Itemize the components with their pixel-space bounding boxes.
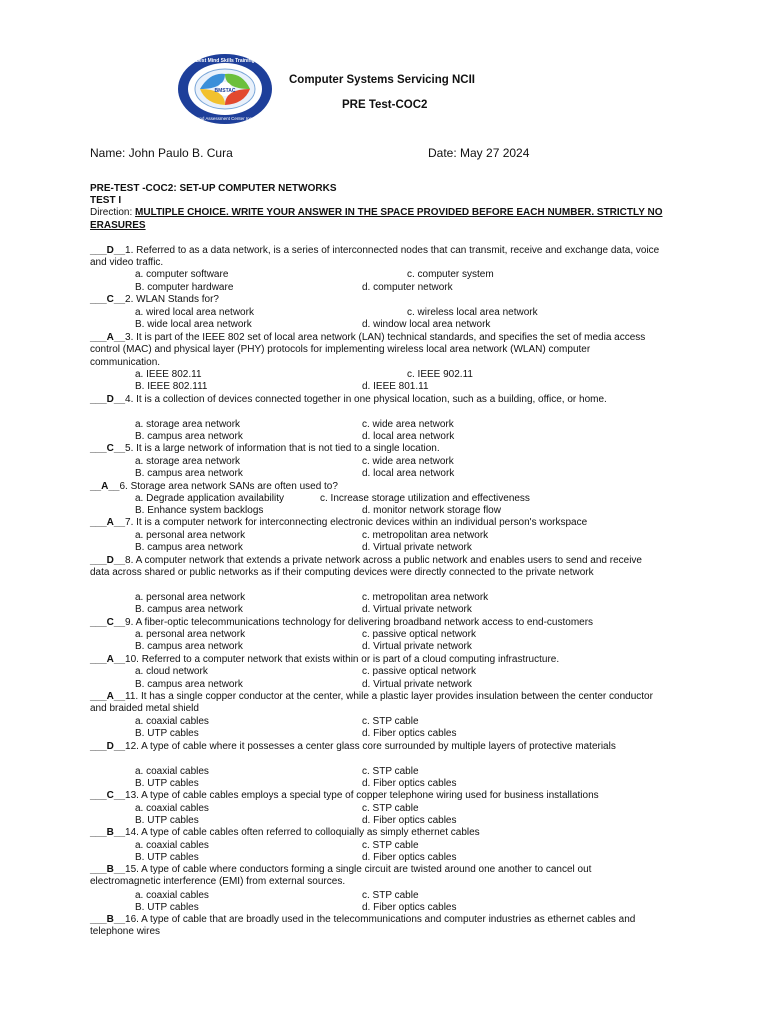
option: c. STP cable	[362, 803, 419, 814]
option: c. IEEE 902.11	[407, 369, 473, 380]
option: d. Virtual private network	[362, 604, 472, 615]
question-text: 15. A type of cable where conductors forming a single circuit are twisted around one another to cancel out electromagnetic interference (EMI) from external sources.	[90, 864, 592, 888]
option: d. computer network	[362, 282, 453, 293]
answer-blank: ___C__	[90, 443, 126, 454]
svg-text:Best Mind Skills Training: Best Mind Skills Training	[195, 58, 255, 64]
option: c. STP cable	[362, 890, 419, 901]
option: a. computer software	[135, 269, 229, 280]
option: d. Virtual private network	[362, 641, 472, 652]
option: d. Virtual private network	[362, 679, 472, 690]
option: a. coaxial cables	[135, 840, 209, 851]
test-date: Date: May 27 2024	[428, 146, 530, 160]
option: B. UTP cables	[135, 778, 199, 789]
question-13	[90, 790, 660, 802]
option: a. personal area network	[135, 530, 246, 541]
answer-blank: ___B__	[90, 827, 126, 838]
option: B. campus area network	[135, 542, 243, 553]
svg-text:BMSTAC: BMSTAC	[214, 88, 236, 94]
question-text: 2. WLAN Stands for?	[125, 294, 219, 305]
question-15	[90, 864, 660, 889]
option: B. campus area network	[135, 679, 243, 690]
option: c. STP cable	[362, 840, 419, 851]
option: a. wired local area network	[135, 307, 254, 318]
question-text: 14. A type of cable cables often referred to colloquially as simply ethernet cables	[125, 827, 480, 838]
question-text: 7. It is a computer network for interconnecting electronic devices within an individual person's workspace	[125, 517, 588, 528]
question-3	[90, 332, 660, 369]
answer-blank: ___B__	[90, 864, 126, 875]
answer-blank: ___D__	[90, 741, 126, 752]
answer-blank: ___D__	[90, 555, 126, 566]
option: a. coaxial cables	[135, 716, 209, 727]
option: c. wide area network	[362, 419, 454, 430]
option: c. STP cable	[362, 716, 419, 727]
test-title: PRE Test-COC2	[342, 99, 428, 111]
question-text: 4. It is a collection of devices connected together in one physical location, such as a building, office, or home.	[125, 394, 607, 405]
question-text: 12. A type of cable where it possesses a center glass core surrounded by multiple layers of protective materials	[125, 741, 616, 752]
option: a. coaxial cables	[135, 890, 209, 901]
school-logo	[176, 52, 274, 126]
svg-text:and Assessment Center Inc.: and Assessment Center Inc.	[196, 116, 254, 121]
option: a. Degrade application availability	[135, 493, 284, 504]
answer-blank: ___C__	[90, 294, 126, 305]
option: c. passive optical network	[362, 666, 476, 677]
answer-blank: ___D__	[90, 245, 126, 256]
option: B. wide local area network	[135, 319, 252, 330]
section-title: PRE-TEST -COC2: SET-UP COMPUTER NETWORKS	[90, 183, 337, 194]
option: d. window local area network	[362, 319, 491, 330]
direction: Direction: MULTIPLE CHOICE. WRITE YOUR ANSWER IN THE SPACE PROVIDED BEFORE EACH NUMBER. STRICTLY NO ERASURES	[90, 207, 663, 231]
question-text: 5. It is a large network of information that is not tied to a single location.	[125, 443, 440, 454]
option: B. UTP cables	[135, 852, 199, 863]
question-text: 9. A fiber-optic telecommunications technology for delivering broadband network access to end-customers	[125, 617, 594, 628]
answer-blank: ___A__	[90, 654, 126, 665]
option: d. Fiber optics cables	[362, 815, 457, 826]
option: a. coaxial cables	[135, 766, 209, 777]
option: c. computer system	[407, 269, 494, 280]
question-text: 13. A type of cable cables employs a special type of copper telephone wiring used for business installations	[125, 790, 599, 801]
option: a. storage area network	[135, 456, 241, 467]
question-12	[90, 741, 660, 753]
question-text: 3. It is part of the IEEE 802 set of local area network (LAN) technical standards, and specifies the set of media access control (MAC) and physical layer (PHY) protocols for implementing wireless local area network (WLAN) computer communication.	[90, 332, 646, 368]
option: c. wireless local area network	[407, 307, 538, 318]
option: B. IEEE 802.111	[135, 381, 208, 392]
option: d. Virtual private network	[362, 542, 472, 553]
option: c. metropolitan area network	[362, 592, 489, 603]
option: c. STP cable	[362, 766, 419, 777]
student-name: Name: John Paulo B. Cura	[90, 146, 233, 160]
option: a. storage area network	[135, 419, 241, 430]
option: d. Fiber optics cables	[362, 902, 457, 913]
option: a. personal area network	[135, 592, 246, 603]
question-8	[90, 555, 660, 580]
question-6	[90, 481, 660, 493]
answer-blank: ___D__	[90, 394, 126, 405]
question-text: 10. Referred to a computer network that exists within or is part of a cloud computing infrastructure.	[125, 654, 560, 665]
option: B. campus area network	[135, 604, 243, 615]
question-4	[90, 394, 660, 406]
question-text: 6. Storage area network SANs are often used to?	[119, 481, 338, 492]
option: B. UTP cables	[135, 902, 199, 913]
answer-blank: ___B__	[90, 914, 126, 925]
answer-blank: ___C__	[90, 790, 126, 801]
option: B. computer hardware	[135, 282, 234, 293]
option: c. metropolitan area network	[362, 530, 489, 541]
answer-blank: ___A__	[90, 517, 126, 528]
option: a. personal area network	[135, 629, 246, 640]
question-text: 1. Referred to as a data network, is a series of interconnected nodes that can transmit, receive and exchange data, voice and video traffic.	[90, 245, 660, 269]
question-text: 11. It has a single copper conductor at the center, while a plastic layer provides insulation between the center conductor and braided metal shield	[90, 691, 653, 715]
option: d. Fiber optics cables	[362, 778, 457, 789]
test-label: TEST I	[90, 195, 122, 206]
option: c. wide area network	[362, 456, 454, 467]
option: B. campus area network	[135, 468, 243, 479]
question-text: 8. A computer network that extends a private network across a public network and enables users to send and receive data across shared or public networks as if their computing devices were directly connected to the private network	[90, 555, 642, 579]
option: B. campus area network	[135, 641, 243, 652]
question-7	[90, 517, 660, 529]
direction-label: Direction	[90, 207, 130, 218]
direction-text: MULTIPLE CHOICE. WRITE YOUR ANSWER IN THE SPACE PROVIDED BEFORE EACH NUMBER. STRICTLY NO ERASURES	[90, 207, 663, 231]
answer-blank: ___C__	[90, 617, 126, 628]
option: a. coaxial cables	[135, 803, 209, 814]
option: d. local area network	[362, 431, 455, 442]
option: d. local area network	[362, 468, 455, 479]
option: c. Increase storage utilization and effectiveness	[320, 493, 530, 504]
option: a. IEEE 802.11	[135, 369, 202, 380]
question-text: 16. A type of cable that are broadly used in the telecommunications and computer industries as ethernet cables and telephone wires	[90, 914, 636, 938]
option: d. Fiber optics cables	[362, 852, 457, 863]
question-2	[90, 294, 660, 306]
course-title: Computer Systems Servicing NCII	[289, 74, 475, 86]
answer-blank: ___A__	[90, 691, 126, 702]
option: d. IEEE 801.11	[362, 381, 429, 392]
question-5	[90, 443, 660, 455]
question-14	[90, 827, 660, 839]
question-1	[90, 245, 660, 270]
option: B. UTP cables	[135, 728, 199, 739]
option: B. campus area network	[135, 431, 243, 442]
option: B. UTP cables	[135, 815, 199, 826]
option: c. passive optical network	[362, 629, 476, 640]
option: d. monitor network storage flow	[362, 505, 501, 516]
question-9	[90, 617, 660, 629]
option: a. cloud network	[135, 666, 208, 677]
option: d. Fiber optics cables	[362, 728, 457, 739]
option: B. Enhance system backlogs	[135, 505, 264, 516]
question-11	[90, 691, 660, 716]
answer-blank: ___A__	[90, 332, 126, 343]
answer-blank: __A__	[90, 481, 120, 492]
question-10	[90, 654, 660, 666]
question-16	[90, 914, 660, 939]
